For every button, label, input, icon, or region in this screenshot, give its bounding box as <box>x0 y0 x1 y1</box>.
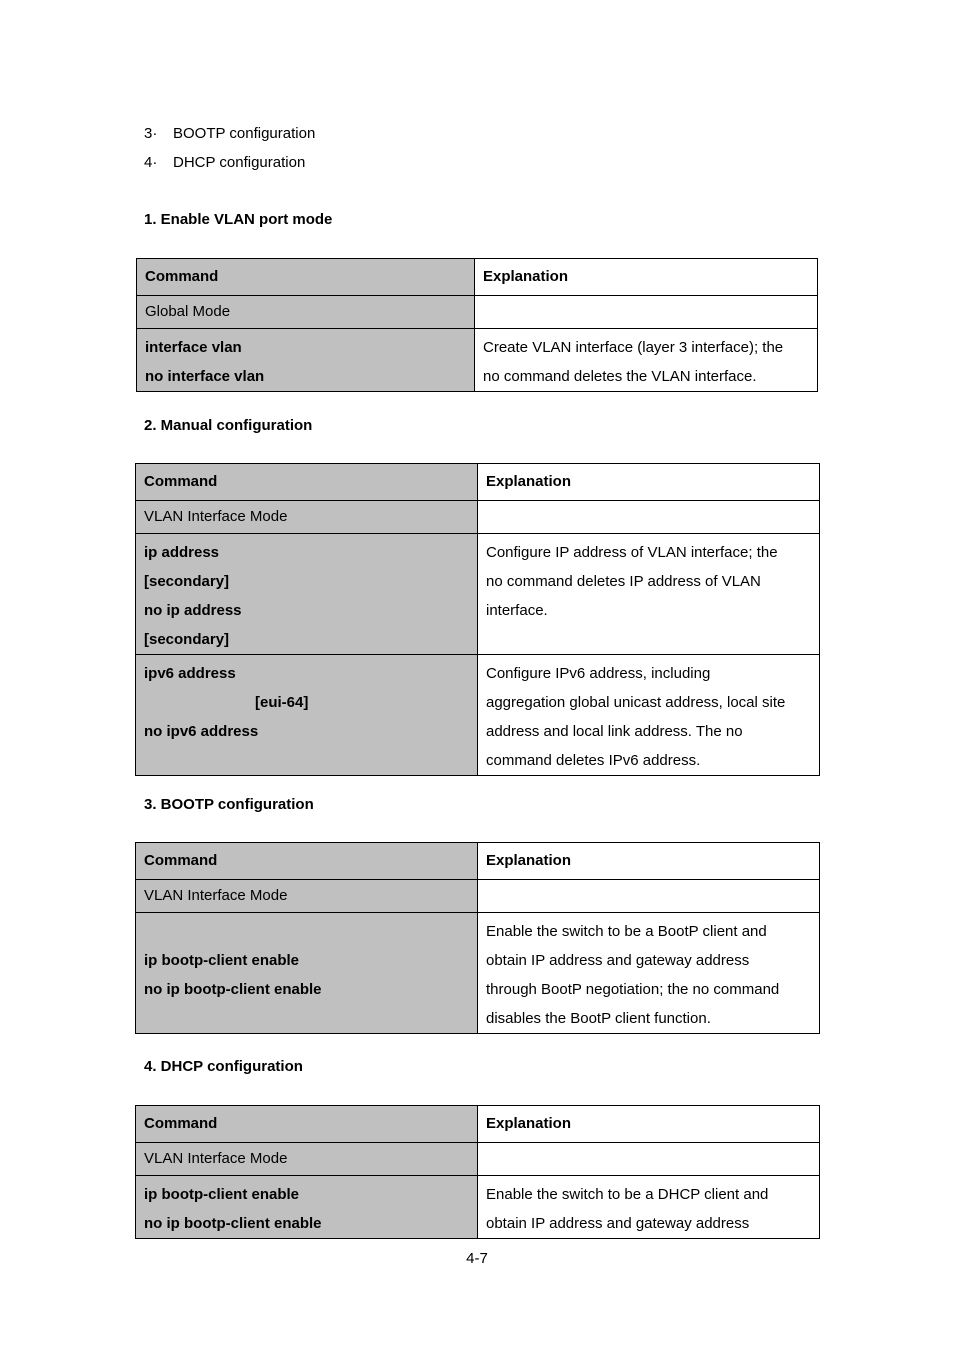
command-line: no interface vlan <box>145 368 265 385</box>
table-header-row <box>137 259 818 296</box>
mode-label: Global Mode <box>137 296 475 329</box>
mode-row <box>136 880 820 913</box>
explanation-line: obtain IP address and gateway address <box>486 952 750 969</box>
list-text: DHCP configuration <box>173 154 306 171</box>
explanation-line: Enable the switch to be a BootP client and <box>486 923 767 940</box>
table-row <box>136 913 820 1034</box>
explanation-cell <box>478 534 820 655</box>
explanation-line: no command deletes IP address of VLAN <box>486 573 761 590</box>
section-heading-vlan-port-mode: 1. Enable VLAN port mode <box>144 211 333 228</box>
mode-label: VLAN Interface Mode <box>136 501 478 534</box>
command-cell <box>136 1176 478 1239</box>
explanation-line: through BootP negotiation; the no command <box>486 981 780 998</box>
command-cell <box>136 913 478 1034</box>
explanation-line: no command deletes the VLAN interface. <box>483 368 757 385</box>
explanation-line: Enable the switch to be a DHCP client and <box>486 1186 769 1203</box>
command-line: ip bootp-client enable <box>144 1186 300 1203</box>
table-row <box>136 655 820 776</box>
explanation-line: Create VLAN interface (layer 3 interface); the <box>483 339 784 356</box>
mode-empty-cell <box>478 880 820 913</box>
mode-empty-cell <box>478 501 820 534</box>
mode-row <box>137 296 818 329</box>
list-item <box>144 124 315 153</box>
list-number: 3· <box>144 125 158 142</box>
header-explanation: Explanation <box>478 843 820 880</box>
command-line: ipv6 address <box>144 665 236 682</box>
header-explanation: Explanation <box>478 1106 820 1143</box>
explanation-line: disables the BootP client function. <box>486 1010 711 1027</box>
mode-label: VLAN Interface Mode <box>136 880 478 913</box>
table-header-row <box>136 464 820 501</box>
section-heading-manual-configuration: 2. Manual configuration <box>144 417 313 434</box>
command-line: [secondary] <box>144 631 230 648</box>
mode-row <box>136 501 820 534</box>
command-table-bootp-configuration <box>135 842 820 1034</box>
explanation-line: address and local link address. The no <box>486 723 743 740</box>
explanation-line: obtain IP address and gateway address <box>486 1215 750 1232</box>
command-line: no ipv6 address <box>144 723 259 740</box>
explanation-cell <box>478 655 820 776</box>
command-table-vlan-port-mode <box>136 258 818 392</box>
explanation-cell <box>475 329 818 392</box>
command-line: ip address <box>144 544 220 561</box>
explanation-line: Configure IPv6 address, including <box>486 665 711 682</box>
command-table-dhcp-configuration <box>135 1105 820 1239</box>
header-command: Command <box>136 464 478 501</box>
list-item <box>144 153 315 182</box>
section-heading-dhcp-configuration: 4. DHCP configuration <box>144 1058 303 1075</box>
list-number: 4· <box>144 154 158 171</box>
page-number: 4-7 <box>466 1250 488 1267</box>
command-line: ip bootp-client enable <box>144 952 300 969</box>
command-line: [secondary] <box>144 573 230 590</box>
explanation-line: aggregation global unicast address, local site <box>486 694 786 711</box>
header-explanation: Explanation <box>475 259 818 296</box>
table-row <box>137 329 818 392</box>
table-header-row <box>136 1106 820 1143</box>
explanation-line: Configure IP address of VLAN interface; the <box>486 544 778 561</box>
list-text: BOOTP configuration <box>173 125 316 142</box>
table-header-row <box>136 843 820 880</box>
section-heading-bootp-configuration: 3. BOOTP configuration <box>144 796 314 813</box>
mode-row <box>136 1143 820 1176</box>
command-line: interface vlan <box>145 339 242 356</box>
mode-label: VLAN Interface Mode <box>136 1143 478 1176</box>
mode-empty-cell <box>478 1143 820 1176</box>
command-cell <box>136 655 478 776</box>
command-line: no ip bootp-client enable <box>144 1215 322 1232</box>
command-line: [eui-64] <box>255 694 309 711</box>
table-row <box>136 534 820 655</box>
header-command: Command <box>137 259 475 296</box>
command-line: no ip bootp-client enable <box>144 981 322 998</box>
header-explanation: Explanation <box>478 464 820 501</box>
command-cell <box>136 534 478 655</box>
explanation-cell <box>478 1176 820 1239</box>
explanation-line: interface. <box>486 602 548 619</box>
intro-list <box>144 124 315 182</box>
header-command: Command <box>136 843 478 880</box>
command-table-manual-configuration <box>135 463 820 776</box>
explanation-line: command deletes IPv6 address. <box>486 752 701 769</box>
command-cell <box>137 329 475 392</box>
explanation-cell <box>478 913 820 1034</box>
command-line: no ip address <box>144 602 242 619</box>
header-command: Command <box>136 1106 478 1143</box>
mode-empty-cell <box>475 296 818 329</box>
table-row <box>136 1176 820 1239</box>
